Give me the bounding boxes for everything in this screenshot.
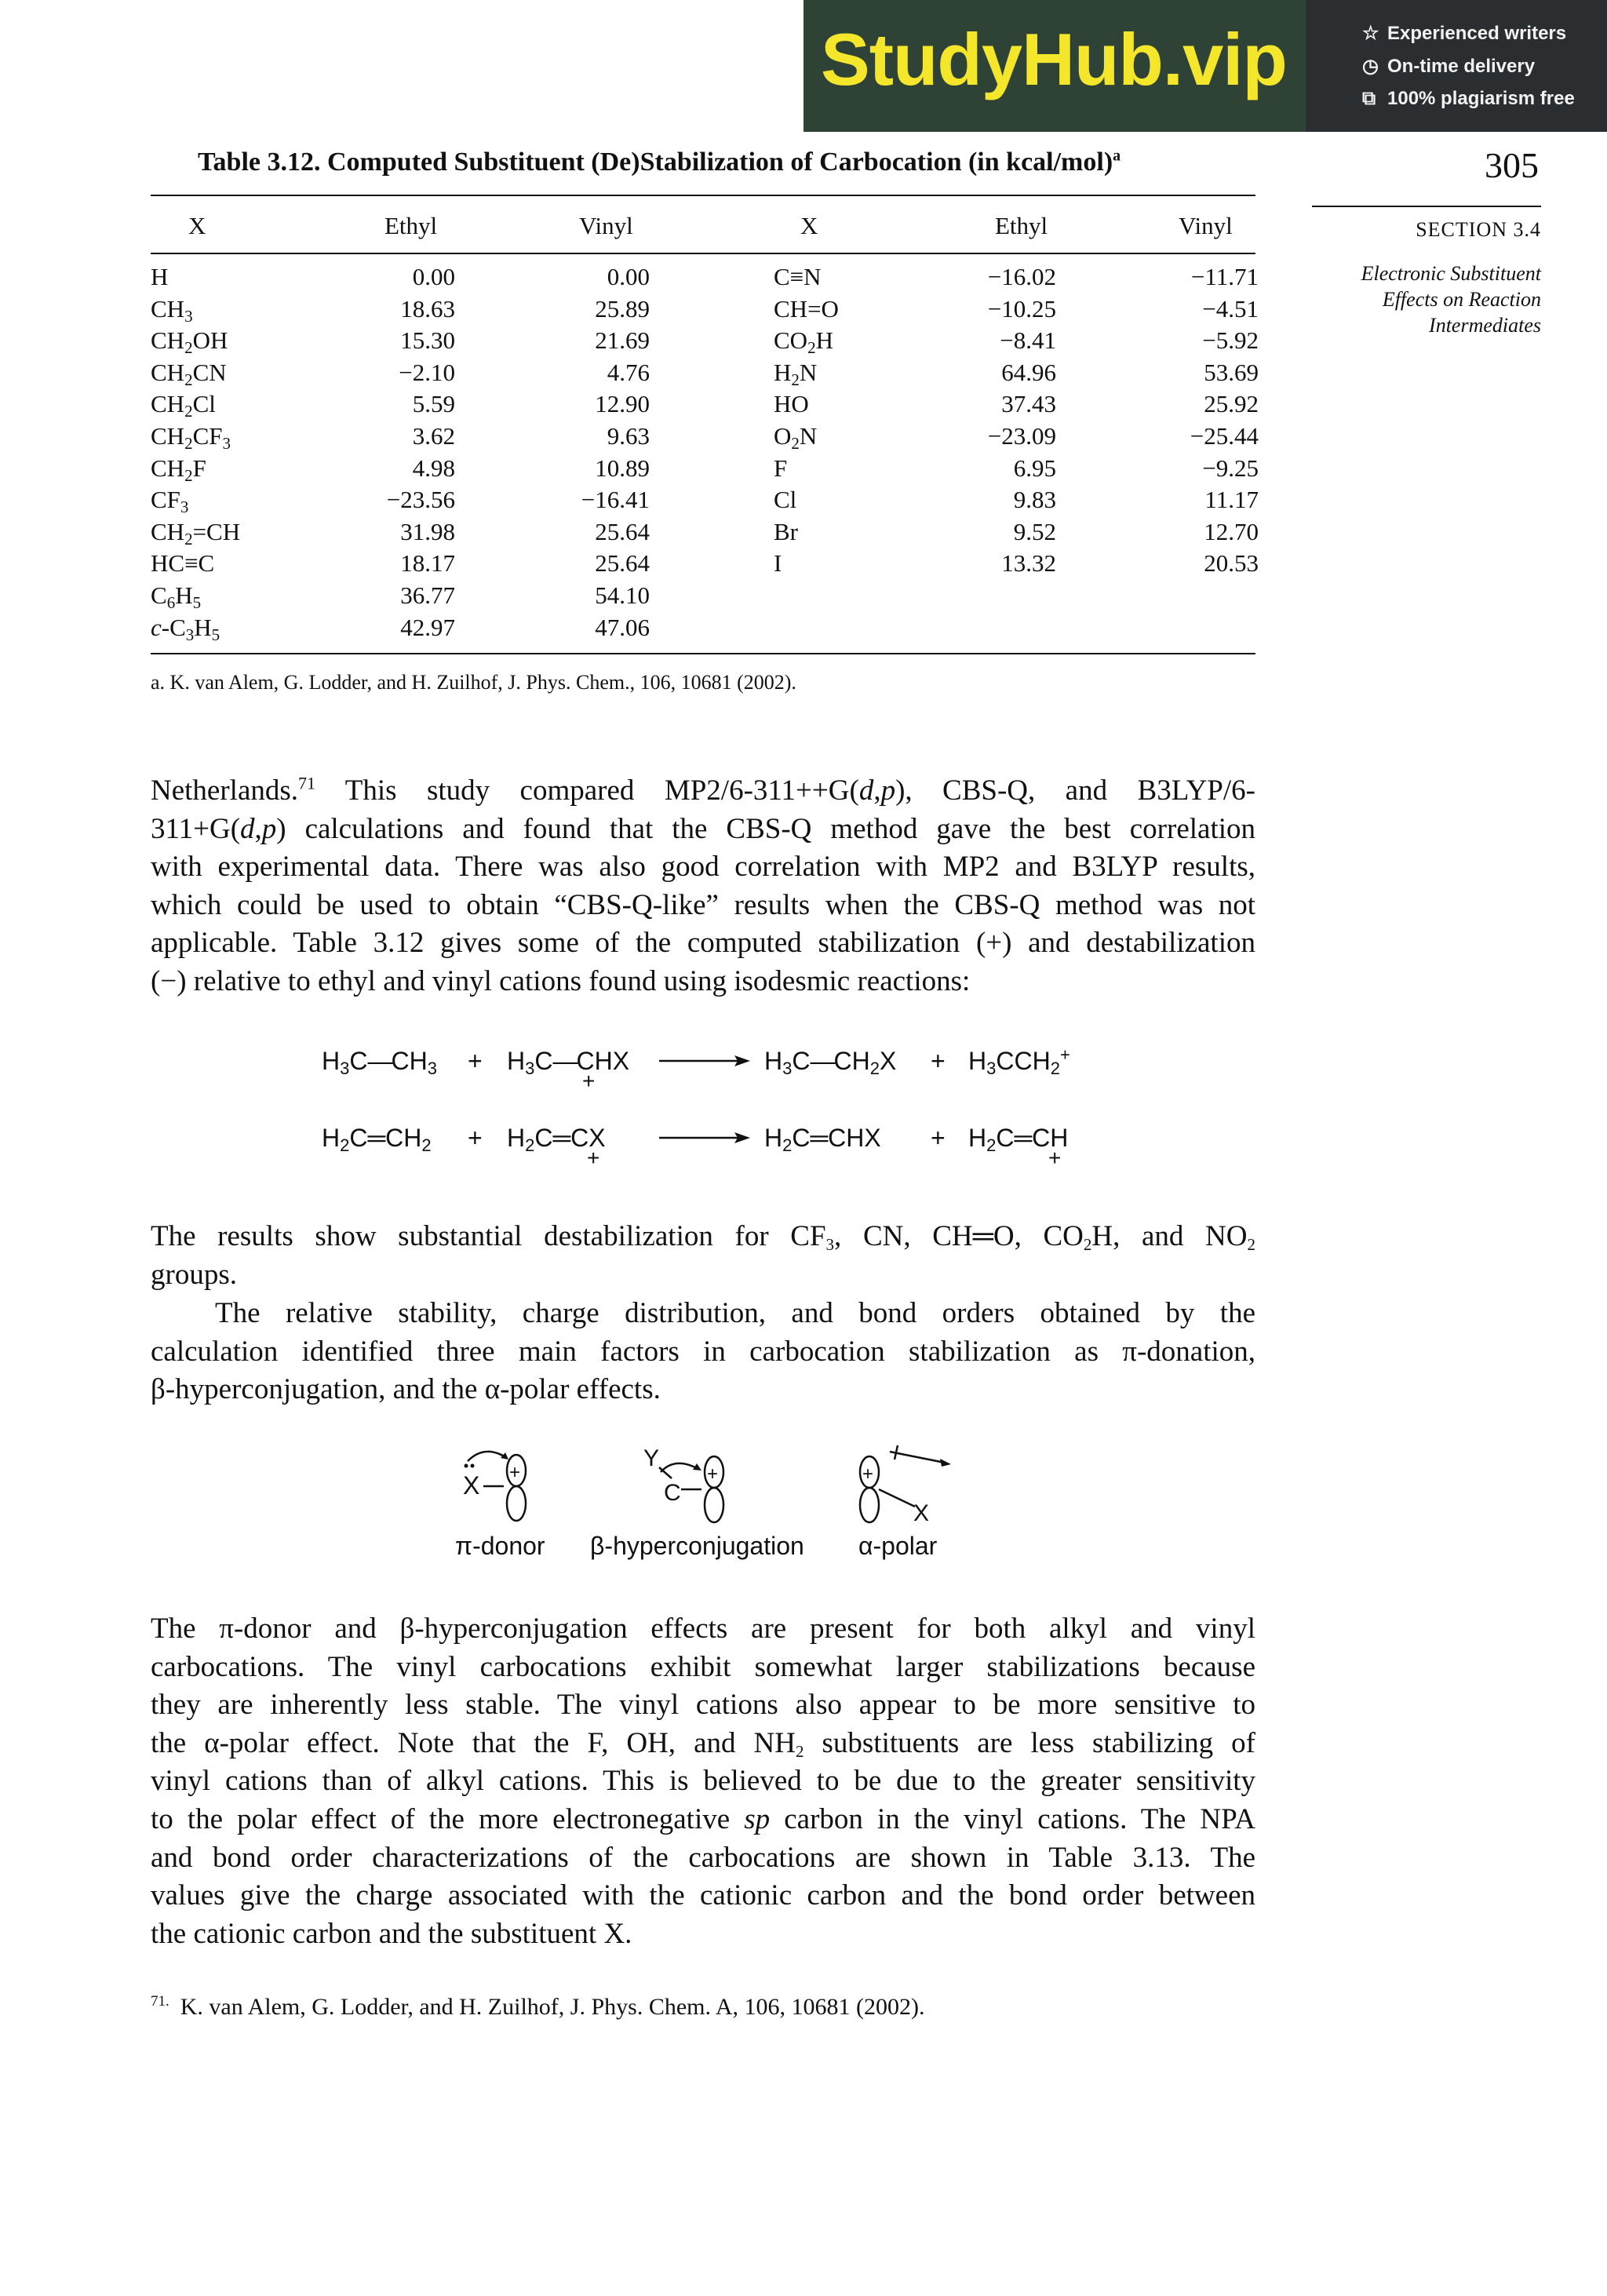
star-outline-icon: ☆: [1362, 23, 1379, 44]
svg-text:X: X: [913, 1500, 930, 1526]
diagram-label-pi-donor: π-donor: [455, 1532, 545, 1560]
plus-sign: +: [931, 1124, 946, 1152]
section-label: SECTION 3.4: [1416, 218, 1541, 241]
table-cell-vinyl: −16.41: [581, 486, 650, 514]
table-cell-substituent: Br: [774, 517, 798, 545]
table-cell-ethyl: −10.25: [987, 294, 1056, 323]
cation-charge: +: [582, 1069, 596, 1093]
table-cell-ethyl: 9.52: [1013, 517, 1056, 545]
col-header-ethyl: Ethyl: [995, 212, 1048, 239]
table-cell-vinyl: 47.06: [595, 613, 650, 641]
reaction2-product1: $H_2C═CHX$: [764, 1124, 881, 1155]
table-cell-substituent: I: [774, 549, 782, 578]
table-cell-ethyl: 5.59: [412, 390, 455, 418]
table-cell-substituent: $CF_3$: [151, 486, 189, 517]
table-cell-substituent: Cl: [774, 486, 797, 514]
table-cell-ethyl: 9.83: [1013, 486, 1056, 514]
table-cell-vinyl: 9.63: [607, 422, 650, 450]
clock-icon: ◷: [1362, 56, 1379, 77]
table-cell-substituent: HO: [774, 390, 809, 418]
table-cell-substituent: C≡N: [774, 263, 822, 290]
table-cell-vinyl: 0.00: [607, 263, 650, 290]
table-cell-vinyl: 12.70: [1204, 517, 1259, 545]
perk-item: ◷ On-time delivery: [1362, 56, 1536, 77]
table-cell-substituent: $CH_2OH$: [151, 326, 228, 358]
col-header-vinyl: Vinyl: [1179, 212, 1233, 239]
table-header-rule: [151, 253, 1255, 254]
table-cell-ethyl: −23.09: [987, 422, 1056, 450]
cation-charge: +: [587, 1146, 600, 1170]
col-header-x: X: [188, 212, 206, 239]
reaction1-reactant1: $H_3C—CH_3$: [322, 1047, 437, 1078]
brand-name: StudyHub.vip: [821, 18, 1287, 100]
table-cell-substituent: $CH_2CN$: [151, 358, 227, 389]
cation-charge: +: [1048, 1146, 1062, 1170]
table-cell-ethyl: 37.43: [1001, 390, 1056, 418]
diagram-label-beta-hyperconjugation: β-hyperconjugation: [590, 1532, 804, 1560]
table-cell-vinyl: −11.71: [1190, 263, 1259, 290]
table-cell-ethyl: 18.17: [400, 549, 455, 578]
table-cell-substituent: $c-C_3H_5$: [151, 613, 220, 644]
table-cell-ethyl: 13.32: [1001, 549, 1056, 578]
table-footnote: a. K. van Alem, G. Lodder, and H. Zuilhof, J. Phys. Chem., 106, 10681 (2002).: [151, 671, 796, 694]
reaction2-reactant1: $H_2C═CH_2$: [322, 1124, 432, 1155]
table-cell-vinyl: 25.89: [595, 294, 650, 323]
plus-sign: +: [931, 1047, 946, 1075]
pi-donor-orbital: [463, 1452, 526, 1521]
svg-text:Y: Y: [643, 1445, 660, 1471]
table-cell-vinyl: −25.44: [1190, 422, 1259, 450]
alpha-polar-orbital: [860, 1445, 951, 1526]
table-cell-ethyl: −16.02: [987, 263, 1056, 290]
table-cell-ethyl: −23.56: [386, 486, 455, 514]
table-cell-vinyl: 21.69: [595, 326, 650, 355]
table-cell-substituent: $H_2N$: [774, 358, 818, 389]
reaction2-product2: $H_2C═CH$: [968, 1124, 1069, 1155]
col-header-vinyl: Vinyl: [579, 212, 633, 239]
body-paragraph: Netherlands.$^{71}$ This study compared MP2/6-311++G(d,p), CBS-Q, and B3LYP/6- 311+G(d,p) calculations and found that the CBS-Q method gave the best correlation with experimental data. There was also good correlation with MP2 and B3LYP results, which could be used to obtain “CBS-Q-like” results when the CBS-Q method was not applicable. Table 3.12 gives some of the computed stabilization (+) and destabilization (−) relative to ethyl and vinyl cations found using isodesmic reactions:: [151, 773, 1255, 997]
table-cell-substituent: $O_2N$: [774, 422, 818, 453]
table-cell-ethyl: 31.98: [400, 517, 455, 545]
table-cell-vinyl: 20.53: [1204, 549, 1259, 578]
table-cell-vinyl: 11.17: [1204, 486, 1259, 514]
table-cell-substituent: F: [774, 454, 788, 482]
table-cell-vinyl: 4.76: [607, 358, 650, 386]
table-cell-substituent: $CO_2H$: [774, 326, 833, 358]
table-cell-vinyl: 54.10: [595, 581, 650, 609]
table-cell-ethyl: 4.98: [412, 454, 455, 482]
table-cell-substituent: HC≡C: [151, 549, 215, 578]
svg-text:+: +: [509, 1462, 521, 1483]
table-cell-vinyl: 25.92: [1204, 390, 1259, 418]
table-cell-ethyl: 0.00: [412, 263, 455, 290]
table-cell-ethyl: 42.97: [400, 613, 455, 641]
table-cell-ethyl: 6.95: [1013, 454, 1056, 482]
body-paragraph: The results show substantial destabilization for $CF_3$, CN, CH═O, $CO_2H$, and $NO_2$ groups.: [151, 1220, 1255, 1291]
table-cell-ethyl: −2.10: [399, 358, 455, 386]
table-cell-substituent: H: [151, 263, 169, 290]
promo-banner[interactable]: [804, 0, 1607, 132]
table-cell-ethyl: −8.41: [1000, 326, 1056, 355]
table-cell-substituent: $CH_2Cl$: [151, 390, 216, 421]
table-cell-substituent: $CH_2=CH$: [151, 517, 241, 548]
table-cell-ethyl: 36.77: [400, 581, 455, 609]
plus-sign: +: [468, 1047, 483, 1075]
svg-text:+: +: [707, 1463, 719, 1485]
table-cell-vinyl: 25.64: [595, 517, 650, 545]
footnote-71: $^{71.}$ K. van Alem, G. Lodder, and H. Zuilhof, J. Phys. Chem. A, 106, 10681 (2002).: [151, 1993, 925, 2020]
reaction2-reactant2: $H_2C═CX$: [507, 1124, 606, 1155]
perk-item: ☆ Experienced writers: [1362, 23, 1567, 44]
body-paragraph: The π-donor and β-hyperconjugation effects are present for both alkyl and vinyl carbocations. The vinyl carbocations exhibit somewhat larger stabilizations because they are inherently less stable. The vinyl cations also appear to be more sensitive to the α-polar effect. Note that the F, OH, and $NH_2$ substituents are less stabilizing of vinyl cations than of alkyl cations. This is believed to be due to the greater sensitivity to the polar effect of the more electronegative sp carbon in the vinyl cations. The NPA and bond order characterizations of the carbocations are shown in Table 3.13. The values give the charge associated with the cationic carbon and the bond order between the cationic carbon and the substituent X.: [151, 1613, 1255, 1950]
svg-text:X: X: [463, 1471, 480, 1500]
perk-item: ⧉ 100% plagiarism free: [1362, 88, 1575, 109]
table-cell-substituent: $CH_2CF_3$: [151, 422, 231, 453]
table-cell-substituent: $CH_3$: [151, 294, 193, 326]
reaction-arrow-1: [659, 1055, 750, 1066]
table-cell-substituent: $CH_2F$: [151, 454, 206, 485]
table-title: Table 3.12. Computed Substituent (De)Stabilization of Carbocation (in kcal/mol)$^a$: [198, 147, 1121, 177]
table-cell-ethyl: 64.96: [1001, 358, 1056, 386]
table-cell-vinyl: −9.25: [1202, 454, 1259, 482]
svg-text:+: +: [862, 1463, 874, 1485]
table-cell-vinyl: 12.90: [595, 390, 650, 418]
table-cell-vinyl: −4.51: [1202, 294, 1259, 323]
document-copy-icon: ⧉: [1362, 88, 1376, 109]
plus-sign: +: [468, 1124, 483, 1152]
col-header-ethyl: Ethyl: [384, 212, 438, 239]
table-cell-vinyl: 53.69: [1204, 358, 1259, 386]
perks-list: [1306, 0, 1607, 132]
reaction1-reactant2: $H_3C—CHX$: [507, 1047, 630, 1078]
table-top-rule: [151, 195, 1255, 196]
table-cell-substituent: CH=O: [774, 294, 839, 323]
col-header-x: X: [800, 212, 818, 239]
table-cell-ethyl: 3.62: [412, 422, 455, 450]
beta-hyperconjugation-orbital: [643, 1445, 723, 1522]
table-cell-vinyl: 25.64: [595, 549, 650, 578]
section-topic: Electronic Substituent Effects on Reaction Intermediates: [1361, 262, 1541, 337]
table-cell-ethyl: 18.63: [400, 294, 455, 323]
reaction-arrow-2: [659, 1132, 750, 1143]
reaction-arrows: [656, 1044, 753, 1161]
brand-logo[interactable]: [804, 0, 1306, 132]
svg-text:C: C: [664, 1480, 681, 1506]
table-cell-substituent: $C_6H_5$: [151, 581, 202, 612]
table-footnote-mark: a: [1113, 147, 1121, 165]
margin-divider: [1312, 206, 1541, 207]
body-paragraph: The relative stability, charge distribution, and bond orders obtained by the calculation identified three main factors in carbocation stabilization as π-donation, β-hyperconjugation, and the α-polar effects.: [151, 1297, 1255, 1406]
reaction1-product2: $H_3CCH_2^+$: [968, 1044, 1070, 1078]
reaction1-product1: $H_3C—CH_2X$: [764, 1047, 897, 1078]
table-cell-ethyl: 15.30: [400, 326, 455, 355]
table-cell-vinyl: −5.92: [1202, 326, 1259, 355]
table-bottom-rule: [151, 653, 1255, 654]
table-cell-vinyl: 10.89: [595, 454, 650, 482]
page-number: 305: [1485, 145, 1539, 185]
diagram-label-alpha-polar: α-polar: [858, 1532, 938, 1560]
